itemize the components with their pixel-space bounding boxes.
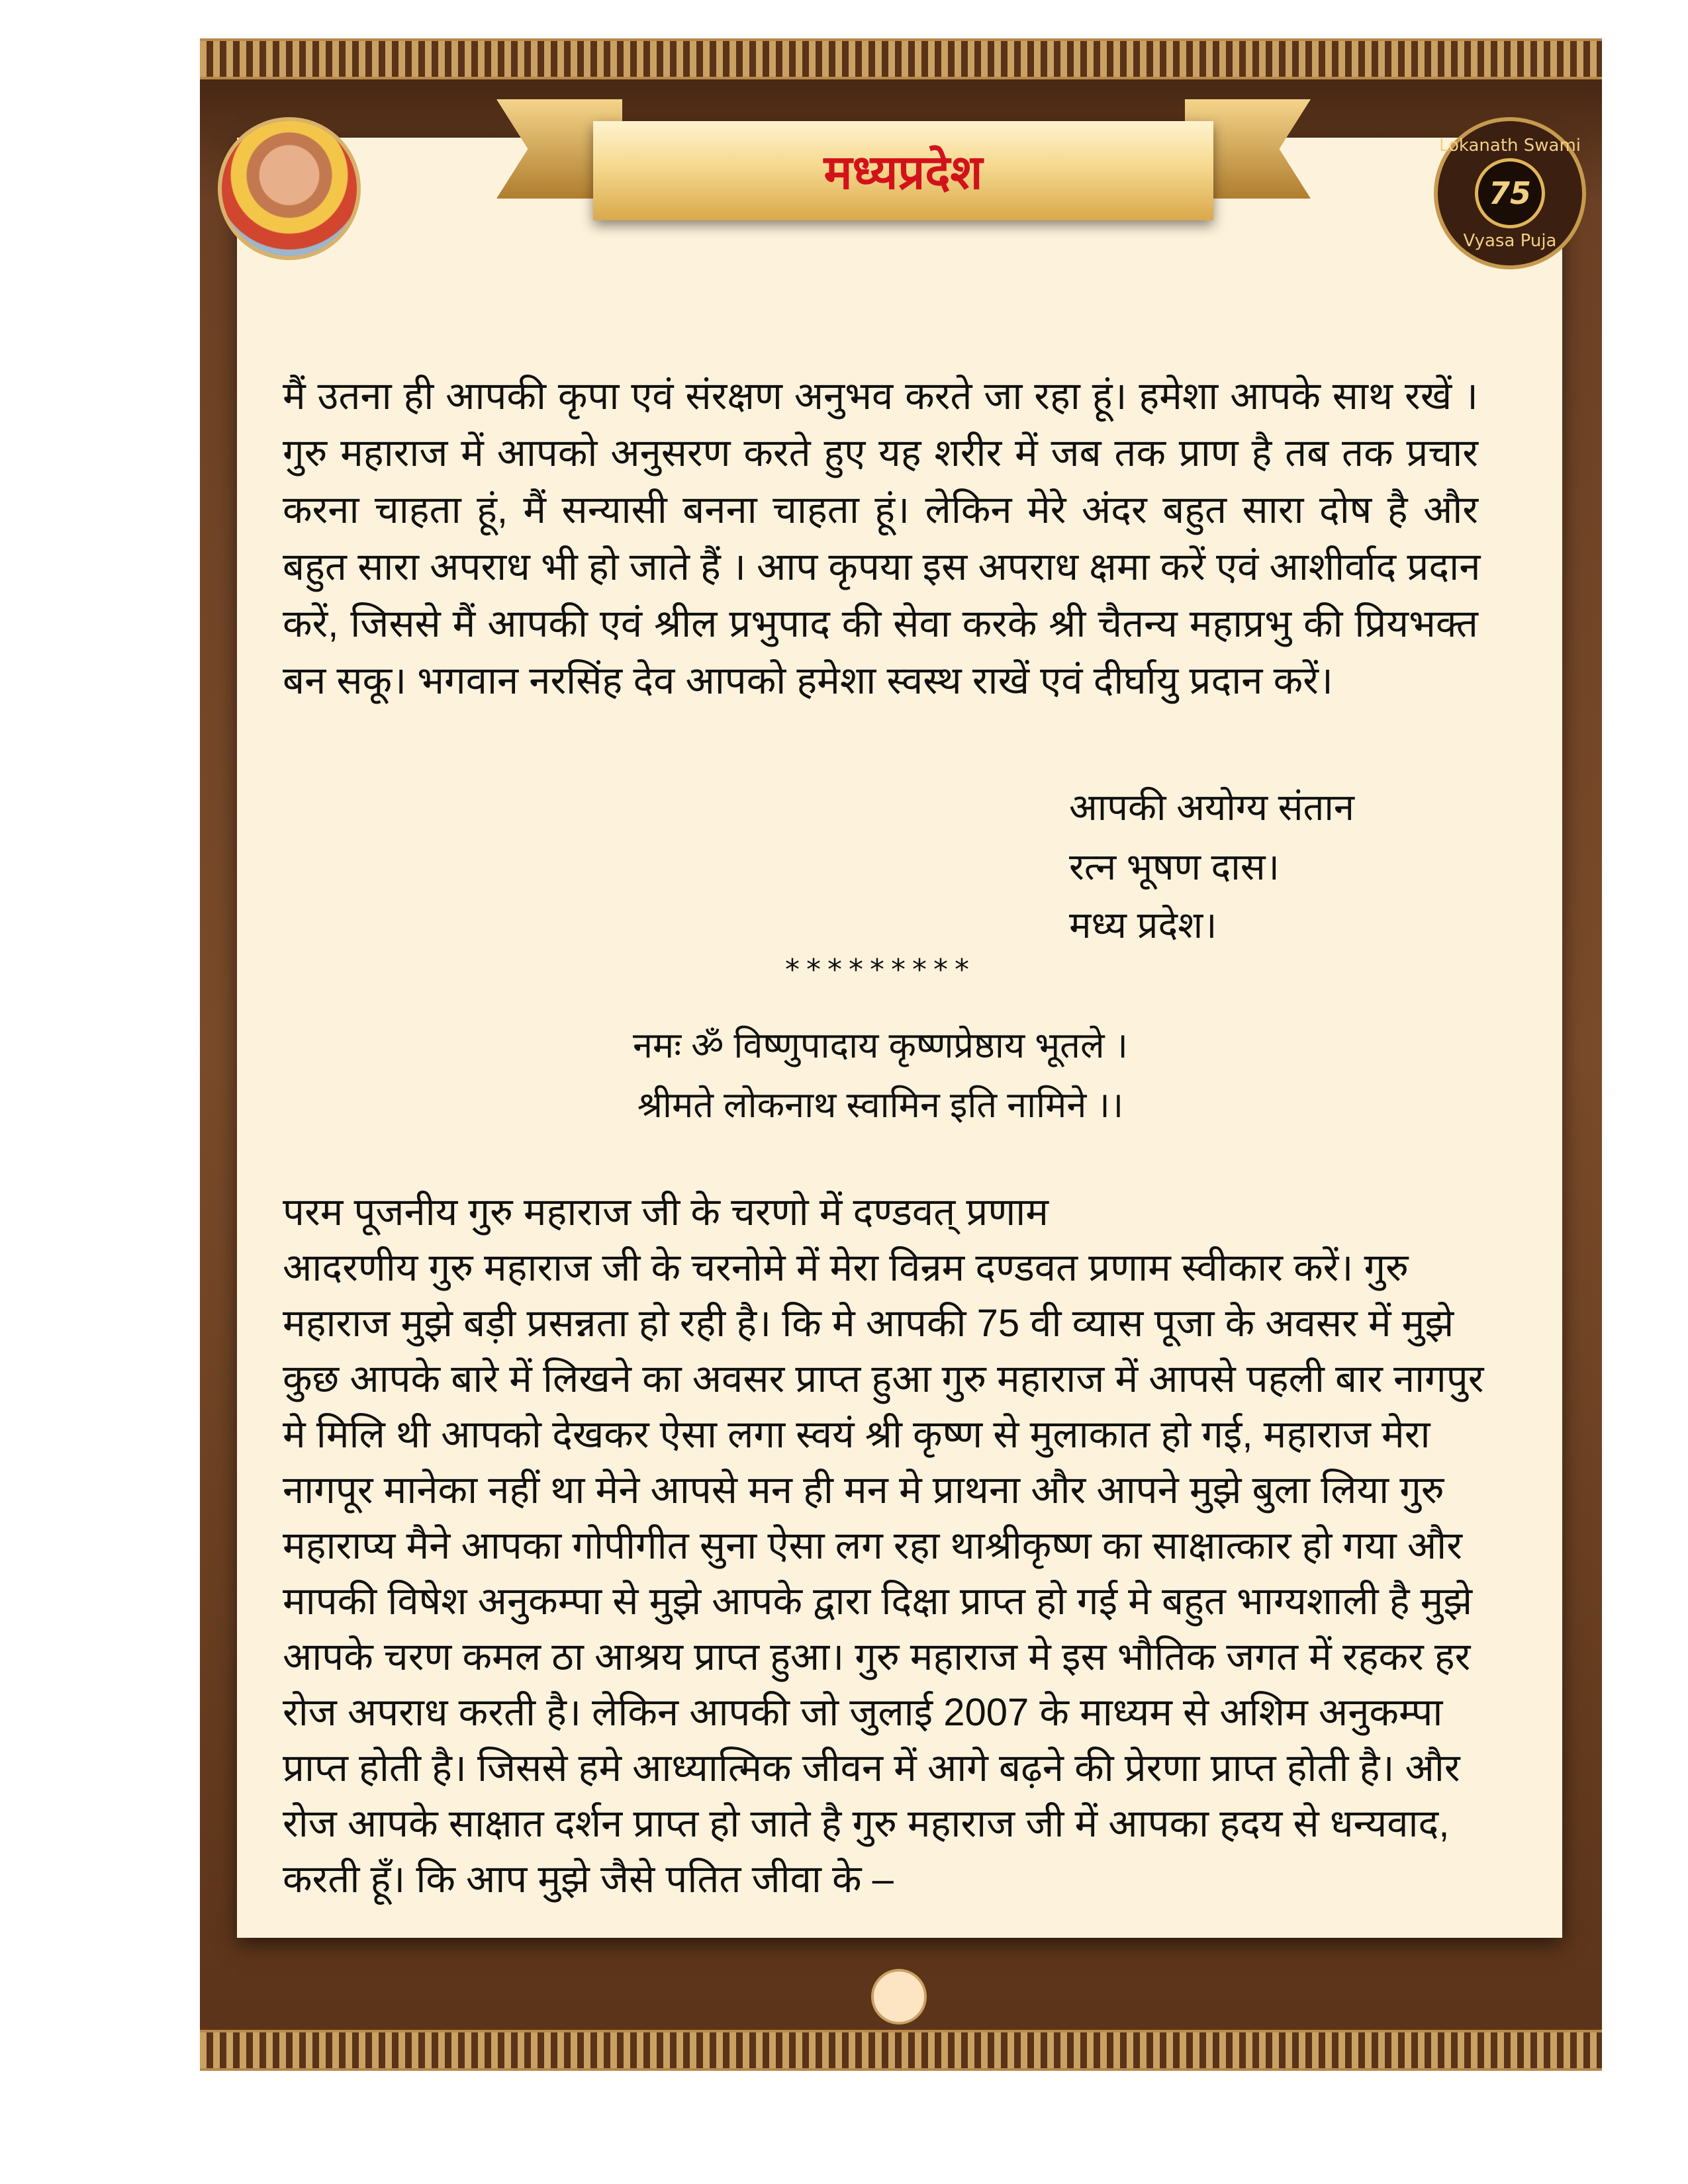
text-line: मैं उतना ही आपकी कृपा एवं संरक्षण अनुभव करते जा रहा हूं। हमेशा आपके साथ रखें । (283, 375, 1478, 418)
text-line: कुछ आपके बारे में लिखने का अवसर प्राप्त हुआ गुरु महाराज में आपसे पहली बार नागपुर (283, 1357, 1484, 1400)
text-line: रोज अपराध करती है। लेकिन आपकी जो जुलाई 2007 के माध्यम से अशिम अनुकम्पा (283, 1691, 1443, 1734)
page-dot-ornament (871, 1969, 927, 2025)
vyasa-puja-75-badge (1434, 117, 1586, 269)
text-line: बन सकू। भगवान नरसिंह देव आपको हमेशा स्वस्थ राखें एवं दीर्घायु प्रदान करें। (283, 659, 1333, 702)
top-decorative-border (200, 38, 1602, 79)
salutation: परम पूजनीय गुरु महाराज जी के चरणो में दण्डवत् प्रणाम (283, 1191, 1049, 1234)
letter-1-paragraph (283, 368, 1481, 709)
text-line: मे मिलि थी आपको देखकर ऐसा लगा स्वयं श्री कृष्ण से मुलाकात हो गई, महाराज मेरा (283, 1413, 1430, 1456)
text-line: करती हूँ। कि आप मुझे जैसे पतित जीवा के – (283, 1858, 894, 1901)
signature-place: मध्य प्रदेश। (1069, 904, 1217, 946)
text-line: नागपूर मानेका नहीं था मेने आपसे मन ही मन मे प्राथना और आपने मुझे बुला लिया गुरु (283, 1469, 1444, 1512)
separator: ********* (785, 953, 976, 987)
badge-top-text: Lokanath Swami (1438, 136, 1581, 156)
text-line: मापकी विषेश अनुकम्पा से मुझे आपके द्वारा दिक्षा प्राप्त हो गई मे बहुत भाग्यशाली है मुझे (283, 1580, 1473, 1623)
text-line: बहुत सारा अपराध भी हो जाते हैं । आप कृपया इस अपराध क्षमा करें एवं आशीर्वाद प्रदान (283, 545, 1481, 588)
guru-photo (218, 117, 361, 260)
text-line: गुरु महाराज में आपको अनुसरण करते हुए यह शरीर में जब तक प्राण है तब तक प्रचार (283, 432, 1478, 475)
text-line: रोज आपके साक्षात दर्शन प्राप्त हो जाते है गुरु महाराज जी में आपका हदय से धन्यवाद, (283, 1802, 1450, 1845)
title-banner (593, 121, 1213, 220)
badge-number: 75 (1475, 158, 1545, 228)
signature-line: आपकी अयोग्य संतान (1069, 786, 1355, 828)
text-line: आदरणीय गुरु महाराज जी के चरनोमे में मेरा विन्रम दण्डवत प्रणाम स्वीकार करें। गुरु (283, 1246, 1409, 1289)
page-title: मध्यप्रदेश (823, 144, 983, 200)
text-line: महाराप्य मैने आपका गोपीगीत सुना ऐसा लग रहा थाश्रीकृष्ण का साक्षात्कार हो गया और (283, 1524, 1462, 1567)
text-line: आपके चरण कमल ठा आश्रय प्राप्त हुआ। गुरु महाराज मे इस भौतिक जगत में रहकर हर (283, 1635, 1471, 1678)
letter-2-paragraph (283, 1185, 1484, 1907)
text-line: करना चाहता हूं, मैं सन्यासी बनना चाहता हूं। लेकिन मेरे अंदर बहुत सारा दोष है और (283, 488, 1478, 531)
bottom-decorative-border (200, 2030, 1602, 2071)
shloka-line: नमः ॐ विष्णुपादाय कृष्णप्रेष्ठाय भूतले । (632, 1026, 1129, 1066)
signature-name: रत्न भूषण दास। (1069, 846, 1280, 887)
shloka-line: श्रीमते लोकनाथ स्वामिन इति नामिने ।। (637, 1085, 1124, 1125)
text-line: प्राप्त होती है। जिससे हमे आध्यात्मिक जीवन में आगे बढ़ने की प्रेरणा प्राप्त होती है। और (283, 1747, 1460, 1790)
badge-bottom-text: Vyasa Puja (1463, 231, 1557, 251)
text-line: महाराज मुझे बड़ी प्रसन्नता हो रही है। कि मे आपकी 75 वी व्यास पूजा के अवसर में मुझे (283, 1302, 1454, 1345)
text-line: करें, जिससे मैं आपकी एवं श्रील प्रभुपाद की सेवा करके श्री चैतन्य महाप्रभु की प्रियभक्त (283, 602, 1478, 645)
